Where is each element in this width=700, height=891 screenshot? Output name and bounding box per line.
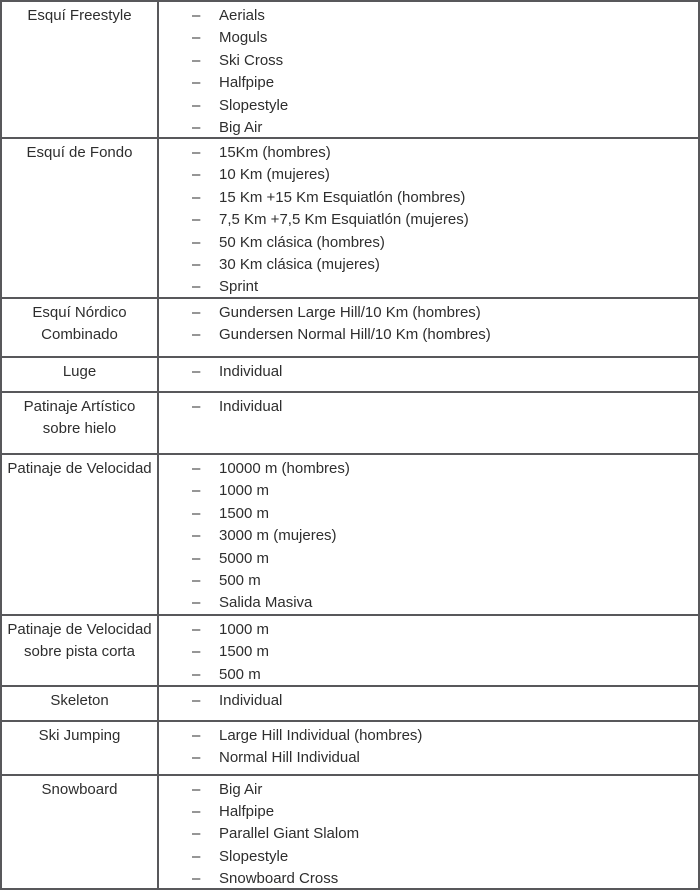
event-item (159, 276, 698, 298)
event-text: Gundersen Large Hill/10 Km (hombres) (219, 304, 481, 321)
dash-bullet: – (192, 96, 201, 114)
event-item (159, 779, 698, 801)
event-text: Slopestyle (219, 96, 289, 114)
dash-bullet: – (192, 326, 201, 344)
event-item (159, 592, 698, 614)
event-item (159, 480, 698, 502)
table-row (2, 776, 698, 888)
event-item (159, 503, 698, 525)
dash-bullet: – (192, 363, 201, 380)
event-text: Slopestyle (219, 847, 289, 865)
event-item (159, 619, 698, 641)
event-text: Big Air (219, 119, 263, 137)
events-cell (159, 687, 698, 720)
event-item (159, 142, 698, 164)
event-item (159, 50, 698, 72)
event-item (159, 27, 698, 49)
dash-bullet: – (192, 7, 201, 24)
dash-bullet: – (192, 780, 201, 798)
event-text: Normal Hill Individual (219, 749, 360, 767)
table-row (2, 139, 698, 299)
sport-cell (2, 358, 159, 391)
event-item (159, 254, 698, 276)
dash-bullet: – (192, 847, 201, 865)
dash-bullet: – (192, 504, 201, 522)
sport-name-line: Snowboard (41, 780, 118, 798)
event-item (159, 164, 698, 186)
dash-bullet: – (192, 278, 201, 296)
dash-bullet: – (192, 233, 201, 251)
event-text: 15Km (hombres) (219, 144, 331, 161)
dash-bullet: – (192, 825, 201, 843)
event-item (159, 747, 698, 769)
sport-name-line: Patinaje Artístico (23, 398, 136, 415)
table-row (2, 393, 698, 455)
event-item (159, 72, 698, 94)
events-cell (159, 776, 698, 888)
event-item (159, 548, 698, 570)
event-item (159, 187, 698, 209)
sport-cell (2, 2, 159, 137)
table-row (2, 299, 698, 358)
event-item (159, 868, 698, 890)
event-item (159, 690, 698, 712)
event-text: Aerials (219, 7, 265, 24)
table-row (2, 455, 698, 616)
dash-bullet: – (192, 594, 201, 612)
event-text: 10000 m (hombres) (219, 460, 350, 477)
event-item (159, 664, 698, 686)
event-text: 500 m (219, 572, 261, 590)
events-cell (159, 722, 698, 774)
dash-bullet: – (192, 166, 201, 184)
sport-name-line: sobre hielo (42, 420, 117, 438)
event-item (159, 232, 698, 254)
event-item (159, 95, 698, 117)
event-text: 7,5 Km +7,5 Km Esquiatlón (mujeres) (219, 211, 469, 229)
sport-name-line: Skeleton (50, 691, 109, 709)
dash-bullet: – (192, 665, 201, 683)
sport-name-line: Luge (62, 363, 97, 380)
event-text: Individual (219, 363, 283, 380)
sport-cell (2, 455, 159, 614)
event-text: 10 Km (mujeres) (219, 166, 330, 184)
event-item (159, 570, 698, 592)
sport-name-line: Esquí de Fondo (26, 144, 133, 161)
dash-bullet: – (192, 211, 201, 229)
event-text: Moguls (219, 29, 268, 47)
events-cell (159, 358, 698, 391)
table-row (2, 358, 698, 393)
event-item (159, 641, 698, 663)
event-item (159, 801, 698, 823)
table-row (2, 687, 698, 722)
dash-bullet: – (192, 549, 201, 567)
sport-cell (2, 687, 159, 720)
sport-name-line: sobre pista corta (24, 643, 135, 661)
sport-name-line: Esquí Nórdico (32, 304, 127, 321)
event-text: 5000 m (219, 549, 270, 567)
event-text: Individual (219, 691, 283, 709)
event-item (159, 725, 698, 747)
dash-bullet: – (192, 29, 201, 47)
dash-bullet: – (192, 527, 201, 545)
event-text: 500 m (219, 665, 261, 683)
dash-bullet: – (192, 398, 201, 415)
table-row (2, 616, 698, 687)
dash-bullet: – (192, 74, 201, 92)
sport-cell (2, 616, 159, 685)
event-text: Ski Cross (219, 51, 284, 69)
event-text: Halfpipe (219, 74, 275, 92)
sport-name-line: Ski Jumping (38, 726, 121, 744)
dash-bullet: – (192, 482, 201, 500)
dash-bullet: – (192, 621, 201, 638)
event-item (159, 823, 698, 845)
events-cell (159, 616, 698, 685)
event-item (159, 846, 698, 868)
sport-cell (2, 299, 159, 356)
event-text: 50 Km clásica (hombres) (219, 233, 385, 251)
dash-bullet: – (192, 256, 201, 274)
table-row (2, 2, 698, 139)
event-text: 1500 m (219, 643, 270, 661)
dash-bullet: – (192, 304, 201, 321)
event-text: Salida Masiva (219, 594, 313, 612)
event-text: Big Air (219, 780, 263, 798)
sport-cell (2, 139, 159, 297)
event-text: Individual (219, 398, 283, 415)
event-text: Sprint (219, 278, 259, 296)
sport-cell (2, 776, 159, 888)
dash-bullet: – (192, 51, 201, 69)
dash-bullet: – (192, 691, 201, 709)
event-item (159, 117, 698, 139)
sport-name-line: Patinaje de Velocidad (7, 460, 152, 477)
sport-name-line: Esquí Freestyle (27, 7, 132, 24)
event-item (159, 458, 698, 480)
event-text: 1000 m (219, 621, 270, 638)
events-cell (159, 455, 698, 614)
event-text: 3000 m (mujeres) (219, 527, 337, 545)
event-item (159, 396, 698, 418)
event-text: 1000 m (219, 482, 270, 500)
dash-bullet: – (192, 144, 201, 161)
dash-bullet: – (192, 643, 201, 661)
sport-name-line: Combinado (41, 326, 118, 344)
event-item (159, 209, 698, 231)
dash-bullet: – (192, 749, 201, 767)
dash-bullet: – (192, 460, 201, 477)
sport-cell (2, 722, 159, 774)
events-cell (159, 139, 698, 297)
event-text: 1500 m (219, 504, 270, 522)
event-text: Gundersen Normal Hill/10 Km (hombres) (219, 326, 491, 344)
dash-bullet: – (192, 726, 201, 744)
event-item (159, 525, 698, 547)
dash-bullet: – (192, 119, 201, 137)
event-text: Snowboard Cross (219, 870, 339, 888)
dash-bullet: – (192, 803, 201, 821)
dash-bullet: – (192, 870, 201, 888)
event-item (159, 302, 698, 324)
events-cell (159, 393, 698, 453)
event-text: 30 Km clásica (mujeres) (219, 256, 380, 274)
event-text: Halfpipe (219, 803, 275, 821)
event-text: Parallel Giant Slalom (219, 825, 360, 843)
sport-name-line: Patinaje de Velocidad (7, 621, 152, 638)
event-item (159, 361, 698, 383)
event-item (159, 5, 698, 27)
dash-bullet: – (192, 572, 201, 590)
dash-bullet: – (192, 188, 201, 206)
event-item (159, 324, 698, 346)
events-cell (159, 299, 698, 356)
event-text: 15 Km +15 Km Esquiatlón (hombres) (219, 188, 466, 206)
sport-cell (2, 393, 159, 453)
events-cell (159, 2, 698, 137)
table-row (2, 722, 698, 776)
event-text: Large Hill Individual (hombres) (219, 726, 423, 744)
